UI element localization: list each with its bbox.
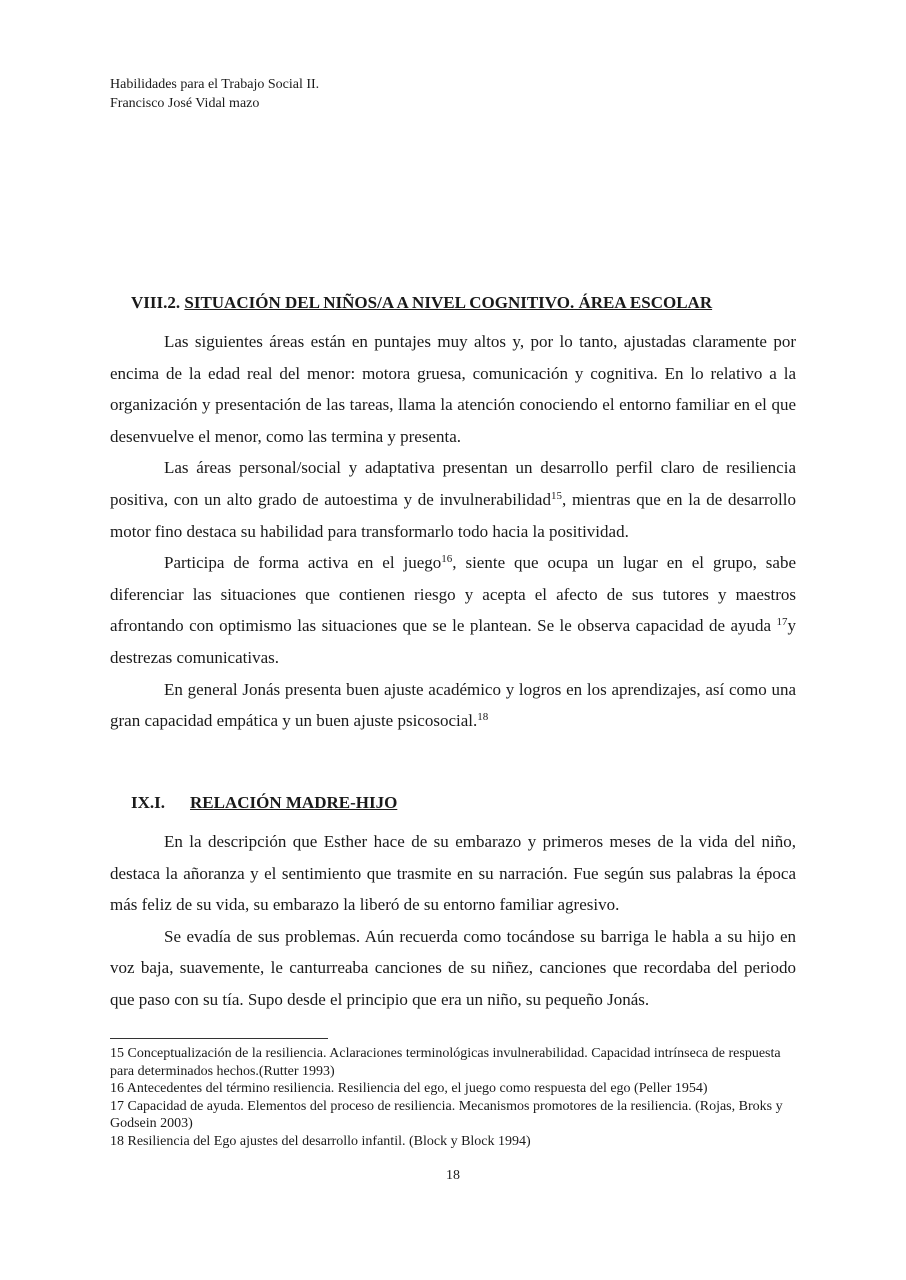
section-number: IX.I. [131, 793, 166, 812]
footnote-ref[interactable]: 17 [776, 616, 788, 629]
footnote: 18 Resiliencia del Ego ajustes del desarrollo infantil. (Block y Block 1994) [110, 1133, 531, 1149]
footnote-ref[interactable]: 16 [441, 553, 453, 566]
footnote-ref[interactable]: 15 [550, 489, 562, 502]
paragraph-text: Las siguientes áreas están en puntajes muy altos y, por lo tanto, ajustadas claramente por encima de la edad real del menor: motora gruesa, comunicación y cognitiva. En lo relativo a la organización y presentación de las tareas, llama la atención conociendo el entorno familiar en el que desenvuelve el menor, como las termina y presenta. [110, 332, 796, 446]
section-number: VIII.2. [131, 293, 181, 312]
section-heading-viii-2 [131, 292, 712, 314]
footnote: 17 Capacidad de ayuda. Elementos del proceso de resiliencia. Mecanismos promotores de la resiliencia. (Rojas, Broks y Godsein 2003) [110, 1098, 783, 1131]
section-body-ix-i [110, 826, 796, 1016]
header-course-title: Habilidades para el Trabajo Social II. [110, 77, 320, 92]
paragraph [110, 326, 796, 452]
page-number: 18 [446, 1168, 460, 1183]
section-body-viii-2 [110, 326, 796, 737]
paragraph [110, 452, 796, 547]
paragraph: En la descripción que Esther hace de su embarazo y primeros meses de la vida del niño, destaca la añoranza y el sentimiento que trasmite en su narración. Fue según sus palabras la época más feliz de su vida, su embarazo la liberó de su entorno familiar agresivo. [110, 832, 796, 915]
paragraph-text: , mientras que en la de desarrollo motor fino destaca su habilidad para transformarlo todo hacia la positividad. [110, 489, 796, 541]
footnotes [110, 1045, 800, 1150]
footnote-ref[interactable]: 18 [477, 711, 489, 724]
paragraph [110, 674, 796, 737]
paragraph-text: Participa de forma activa en el juego [164, 553, 442, 573]
running-header [110, 75, 319, 113]
paragraph-text: , siente que ocupa un lugar en el grupo, sabe diferenciar las situaciones que contienen riesgo y acepta el afecto de sus tutores y maestros afrontando con optimismo las situaciones que se le plantean. Se le observa capacidad de ayuda [110, 553, 796, 636]
section-title: SITUACIÓN DEL NIÑOS/A A NIVEL COGNITIVO. ÁREA ESCOLAR [184, 293, 713, 312]
paragraph-text: Las áreas personal/social y adaptativa presentan un desarrollo perfil claro de resiliencia positiva, con un alto grado de autoestima y de invulnerabilidad [110, 458, 796, 509]
section-heading-ix-i [131, 792, 397, 814]
header-author: Francisco José Vidal mazo [110, 96, 260, 111]
footnote: 15 Conceptualización de la resiliencia. Aclaraciones terminológicas invulnerabilidad. Capacidad intrínseca de respuesta para determinados hechos.(Rutter 1993) [110, 1046, 781, 1079]
paragraph-text: y destrezas comunicativas. [110, 616, 796, 667]
paragraph [110, 547, 796, 673]
footnote: 16 Antecedentes del término resiliencia. Resiliencia del ego, el juego como respuesta del ego (Peller 1954) [110, 1081, 708, 1096]
footnote-separator [110, 1038, 328, 1039]
section-title: RELACIÓN MADRE-HIJO [190, 793, 398, 812]
paragraph-text: En general Jonás presenta buen ajuste académico y logros en los aprendizajes, así como una gran capacidad empática y un buen ajuste psicosocial. [110, 679, 796, 731]
paragraph: Se evadía de sus problemas. Aún recuerda como tocándose su barriga le habla a su hijo en voz baja, suavemente, le canturreaba canciones de su niñez, canciones que recordaba del periodo que paso con su tía. Supo desde el principio que era un niño, su pequeño Jonás. [110, 926, 796, 1009]
